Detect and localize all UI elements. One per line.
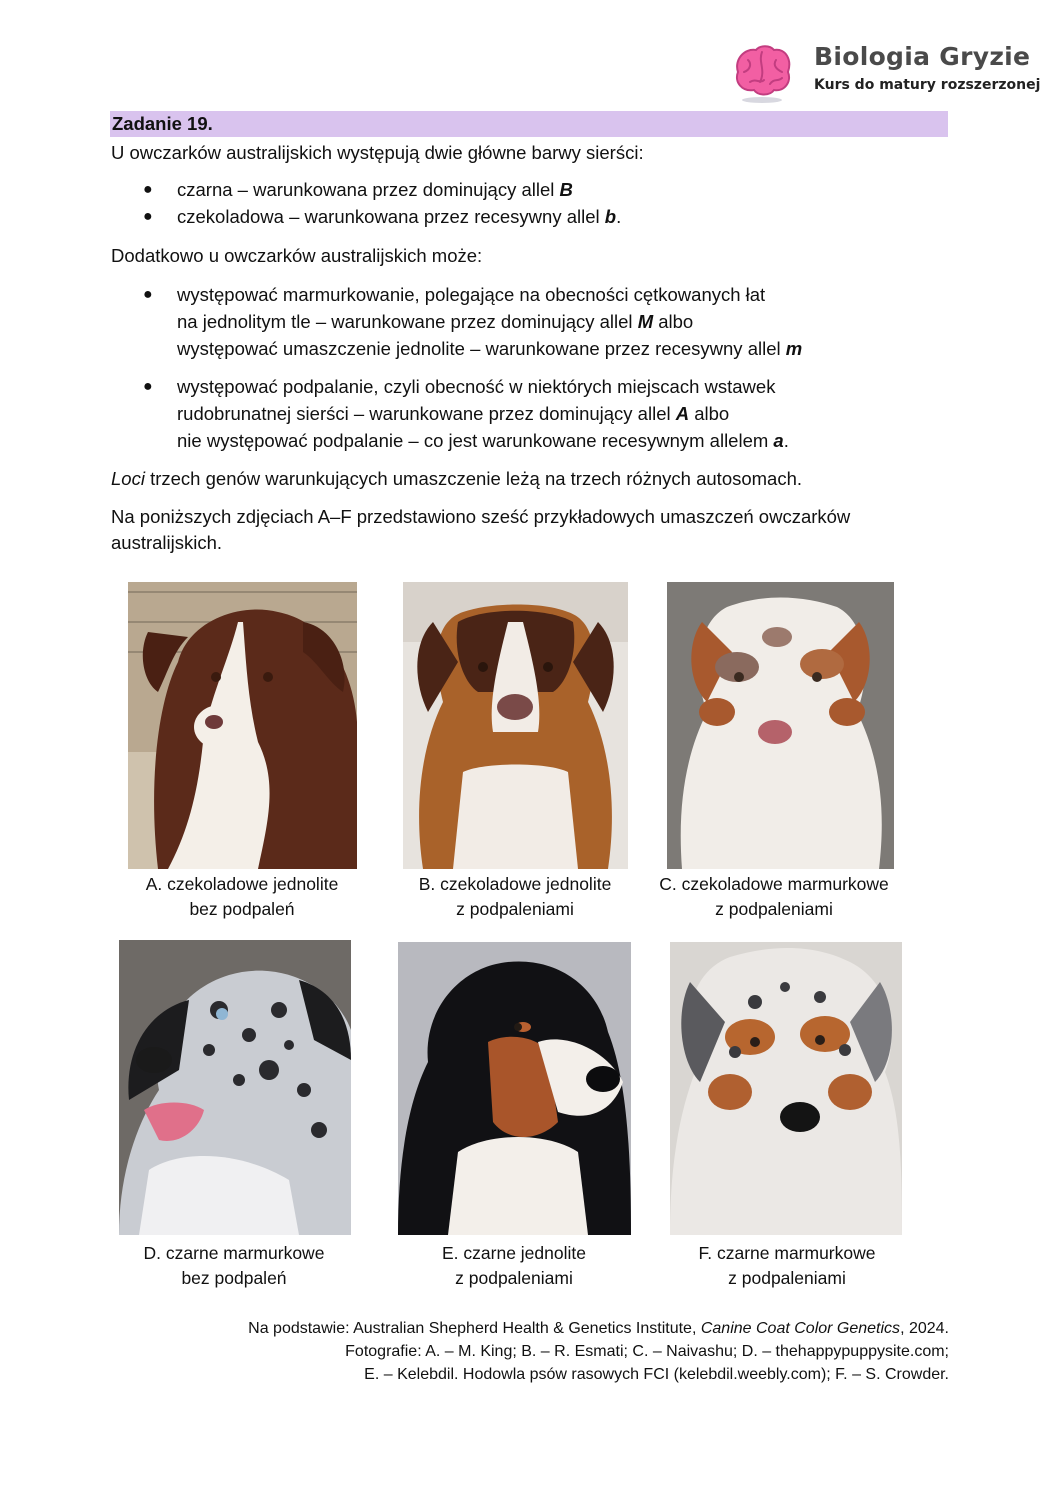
caption-d: D. czarne marmurkowe bez podpaleń <box>143 1243 325 1288</box>
photos-intro-line-1: Na poniższych zdjęciach A–F przedstawiono sześć przykładowych umaszczeń owczarków <box>111 506 851 527</box>
allele-M: M <box>637 311 654 332</box>
bullet-icon: ● <box>143 181 153 198</box>
source-line-2: Fotografie: A. – M. King; B. – R. Esmati; C. – Naivashu; D. – thehappypuppysite.com; <box>345 1343 949 1360</box>
allele-m: m <box>785 338 803 359</box>
caption-e: E. czarne jednolite z podpaleniami <box>442 1243 586 1288</box>
caption-b: B. czekoladowe jednolite z podpaleniami <box>418 874 612 919</box>
bullet-icon: ● <box>143 286 153 303</box>
caption-a: A. czekoladowe jednolite bez podpaleń <box>145 874 339 919</box>
task-intro: U owczarków australijskich występują dwie główne barwy sierści: <box>111 142 644 163</box>
photo-b-chocolate-solid-tan <box>403 582 628 869</box>
tan-line-1: występować podpalanie, czyli obecność w niektórych miejscach wstawek <box>177 376 776 397</box>
tan-line-3: nie występować podpalanie – co jest warunkowane recesywnym allelem a. <box>177 430 789 451</box>
brand-title: Biologia Gryzie <box>814 42 1031 71</box>
brain-icon <box>730 42 794 104</box>
source-line-3: E. – Kelebdil. Hodowla psów rasowych FCI (kelebdil.weebly.com); F. – S. Crowder. <box>364 1366 949 1383</box>
allele-b: b <box>604 206 617 227</box>
brand-logo <box>726 40 1041 106</box>
loci-sentence: Loci trzech genów warunkujących umaszczenie leżą na trzech różnych autosomach. <box>111 468 803 489</box>
photo-d-black-merle-no-tan <box>119 940 351 1235</box>
photo-f-black-merle-tan <box>670 942 902 1235</box>
caption-f: F. czarne marmurkowe z podpaleniami <box>698 1243 876 1288</box>
task-title-bar <box>110 111 948 137</box>
merle-line-2: na jednolitym tle – warunkowane przez dominujący allel M albo <box>177 311 694 332</box>
photo-a-chocolate-solid-no-tan <box>128 582 357 869</box>
merle-line-3: występować umaszczenie jednolite – warunkowane przez recesywny allel m <box>177 338 803 359</box>
bullet-icon: ● <box>143 378 153 395</box>
tan-line-2: rudobrunatnej sierści – warunkowane przez dominujący allel A albo <box>177 403 730 424</box>
photo-c-chocolate-merle-tan <box>667 582 894 869</box>
source-line-1: Na podstawie: Australian Shepherd Health & Genetics Institute, Canine Coat Color Genetics, 2024. <box>248 1320 949 1337</box>
allele-a: a <box>773 430 784 451</box>
brand-subtitle: Kurs do matury rozszerzonej <box>814 77 1041 93</box>
color-item-chocolate: czekoladowa – warunkowana przez recesywny allel b. <box>177 206 622 227</box>
allele-B: B <box>559 179 573 200</box>
task-title: Zadanie 19. <box>112 113 213 134</box>
color-item-black: czarna – warunkowana przez dominujący allel B <box>177 179 573 200</box>
allele-A: A <box>675 403 690 424</box>
merle-line-1: występować marmurkowanie, polegające na obecności cętkowanych łat <box>177 284 766 305</box>
bullet-icon: ● <box>143 208 153 225</box>
photos-intro-line-2: australijskich. <box>111 532 223 553</box>
caption-c: C. czekoladowe marmurkowe z podpaleniami <box>659 874 889 919</box>
extra-intro: Dodatkowo u owczarków australijskich może: <box>111 245 483 266</box>
photo-e-black-solid-tan <box>398 942 631 1235</box>
